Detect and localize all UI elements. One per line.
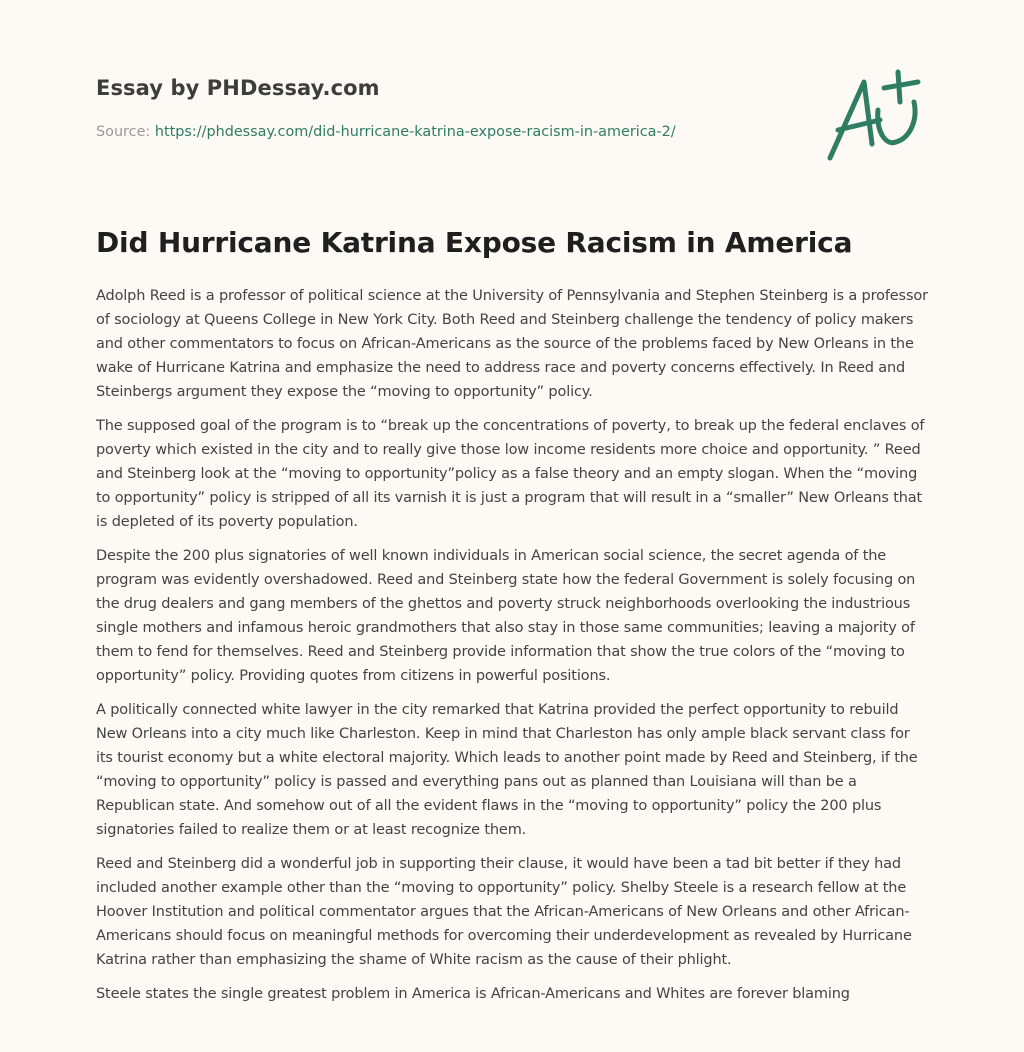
essay-title: Did Hurricane Katrina Expose Racism in America — [96, 226, 853, 259]
essay-body — [96, 284, 928, 1016]
source-line — [96, 124, 676, 140]
essay-paragraph: Reed and Steinberg did a wonderful job in supporting their clause, it would have been a tad bit better if they had included another example other than the “moving to opportunity” policy. Shelby Steele is a research fellow at the Hoover Institution and political commentator argues that the African-Americans of New Orleans and other African-Americans should focus on meaningful methods for overcoming their underdevelopment as revealed by Hurricane Katrina rather than emphasizing the shame of White racism as the cause of their phlight. — [96, 856, 912, 968]
essay-paragraph: Steele states the single greatest problem in America is African-Americans and Whites are forever blaming — [96, 986, 850, 1002]
page-header — [96, 0, 928, 200]
a-plus-logo-icon — [824, 68, 928, 164]
essay-paragraph: Adolph Reed is a professor of political science at the University of Pennsylvania and Stephen Steinberg is a professor of sociology at Queens College in New York City. Both Reed and Steinberg challenge the tendency of policy makers and other commentators to focus on African-Americans as the source of the problems faced by New Orleans in the wake of Hurricane Katrina and emphasize the need to address race and poverty concerns effectively. In Reed and Steinbergs argument they expose the “moving to opportunity” policy. — [96, 288, 928, 400]
site-brand: Essay by PHDessay.com — [96, 76, 380, 100]
source-label: Source: — [96, 124, 151, 140]
essay-paragraph: The supposed goal of the program is to “break up the concentrations of poverty, to break up the federal enclaves of poverty which existed in the city and to really give those low income residents more choice and opportunity. ” Reed and Steinberg look at the “moving to opportunity”policy as a false theory and an empty slogan. When the “moving to opportunity” policy is stripped of all its varnish it is just a program that will result in a “smaller” New Orleans that is depleted of its poverty population. — [96, 418, 925, 530]
essay-paragraph: A politically connected white lawyer in the city remarked that Katrina provided the perfect opportunity to rebuild New Orleans into a city much like Charleston. Keep in mind that Charleston has only ample black servant class for its tourist economy but a white electoral majority. Which leads to another point made by Reed and Steinberg, if the “moving to opportunity” policy is passed and everything pans out as planned than Louisiana will than be a Republican state. And somehow out of all the evident flaws in the “moving to opportunity” policy the 200 plus signatories failed to realize them or at least recognize them. — [96, 702, 918, 838]
source-link[interactable]: https://phdessay.com/did-hurricane-katrina-expose-racism-in-america-2/ — [154, 124, 676, 140]
essay-paragraph: Despite the 200 plus signatories of well known individuals in American social science, the secret agenda of the program was evidently overshadowed. Reed and Steinberg state how the federal Government is solely focusing on the drug dealers and gang members of the ghettos and poverty struck neighborhoods overlooking the industrious single mothers and infamous heroic grandmothers that also stay in those same communities; leaving a majority of them to fend for themselves. Reed and Steinberg provide information that show the true colors of the “moving to opportunity” policy. Providing quotes from citizens in powerful positions. — [96, 548, 916, 684]
